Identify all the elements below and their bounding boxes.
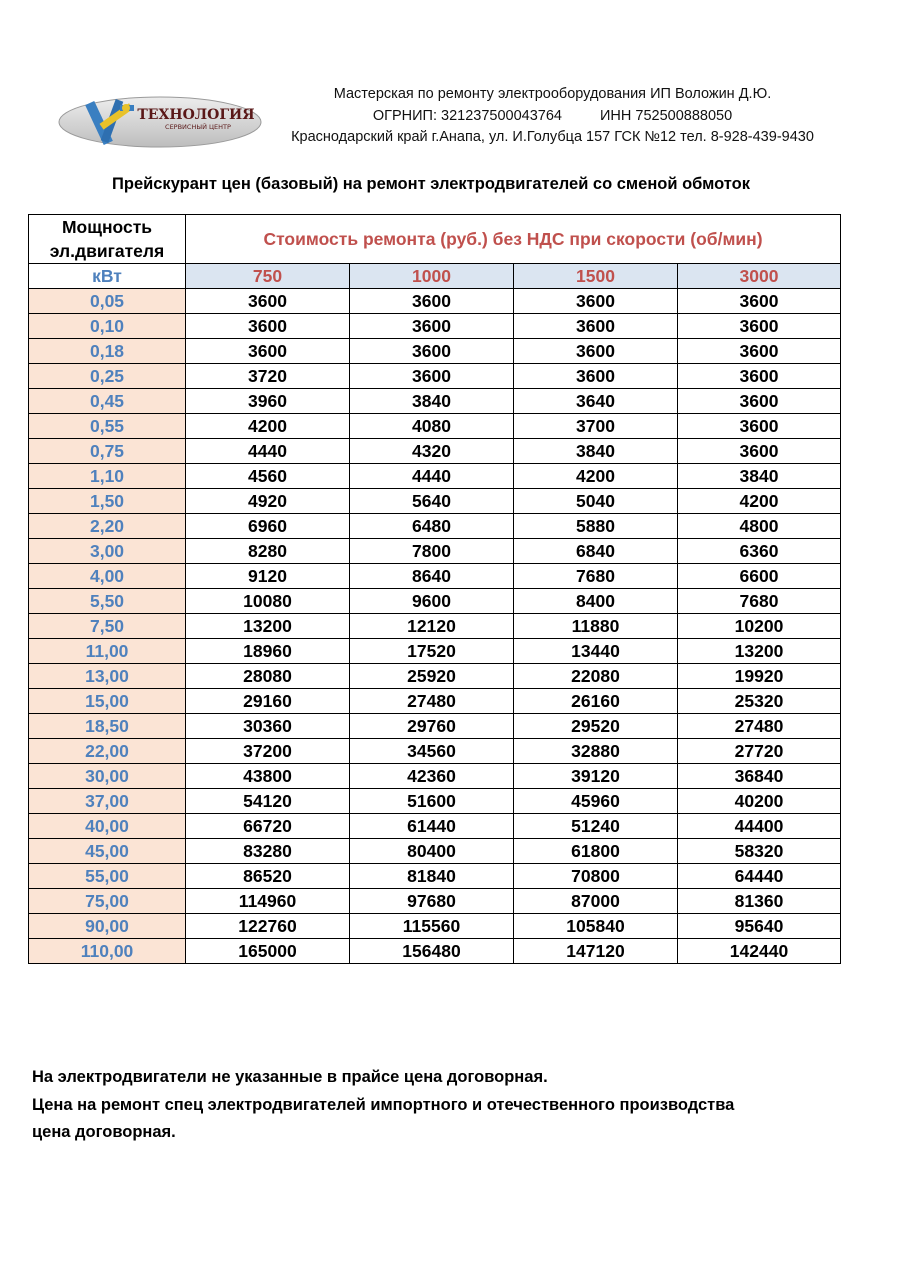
price-cell: 10080 [186,589,350,614]
note-line-3: цена договорная. [32,1123,176,1141]
price-cell: 80400 [350,839,514,864]
power-cell: 7,50 [29,614,186,639]
table-row [29,764,841,789]
price-cell: 8400 [514,589,678,614]
table-row [29,639,841,664]
table-row [29,889,841,914]
price-cell: 3600 [678,439,841,464]
table-row [29,939,841,964]
price-cell: 64440 [678,864,841,889]
price-cell: 4920 [186,489,350,514]
table-row [29,589,841,614]
price-cell: 4080 [350,414,514,439]
power-cell: 1,10 [29,464,186,489]
table-row [29,564,841,589]
price-cell: 29520 [514,714,678,739]
company-info [270,84,835,149]
price-cell: 10200 [678,614,841,639]
price-cell: 3960 [186,389,350,414]
power-cell: 75,00 [29,889,186,914]
power-cell: 0,75 [29,439,186,464]
table-row [29,739,841,764]
power-header [29,215,186,264]
price-cell: 3600 [186,289,350,314]
table-row [29,914,841,939]
price-cell: 6960 [186,514,350,539]
price-cell: 13440 [514,639,678,664]
price-cell: 105840 [514,914,678,939]
power-header-line1: Мощность [61,217,153,237]
table-header-row [29,215,841,264]
price-cell: 7680 [514,564,678,589]
price-cell: 29160 [186,689,350,714]
table-row [29,864,841,889]
price-cell: 97680 [350,889,514,914]
price-cell: 4560 [186,464,350,489]
power-header-line2: эл.двигателя [49,241,165,261]
price-cell: 9600 [350,589,514,614]
price-cell: 3600 [514,364,678,389]
price-cell: 61800 [514,839,678,864]
price-cell: 51600 [350,789,514,814]
price-cell: 22080 [514,664,678,689]
price-cell: 6480 [350,514,514,539]
price-cell: 3600 [678,314,841,339]
price-cell: 86520 [186,864,350,889]
table-row [29,539,841,564]
power-cell: 5,50 [29,589,186,614]
price-cell: 3840 [678,464,841,489]
registration-line [270,106,835,128]
table-row [29,789,841,814]
power-cell: 18,50 [29,714,186,739]
price-cell: 3600 [186,314,350,339]
price-cell: 4200 [514,464,678,489]
speed-1500: 1500 [514,264,678,289]
price-cell: 156480 [350,939,514,964]
table-row [29,339,841,364]
price-cell: 44400 [678,814,841,839]
price-cell: 18960 [186,639,350,664]
table-row [29,364,841,389]
table-row [29,814,841,839]
table-row [29,839,841,864]
company-name-line: Мастерская по ремонту электрооборудования ИП Воложин Д.Ю. [333,86,772,102]
power-cell: 22,00 [29,739,186,764]
table-row [29,614,841,639]
price-cell: 19920 [678,664,841,689]
note-line-1: На электродвигатели не указанные в прайсе цена договорная. [32,1068,548,1086]
table-row [29,489,841,514]
table-row [29,289,841,314]
price-cell: 3600 [186,339,350,364]
price-cell: 81840 [350,864,514,889]
price-cell: 4200 [186,414,350,439]
power-cell: 0,45 [29,389,186,414]
document-title: Прейскурант цен (базовый) на ремонт электродвигателей со сменой обмоток [112,175,750,193]
price-cell: 28080 [186,664,350,689]
price-cell: 4800 [678,514,841,539]
power-cell: 0,18 [29,339,186,364]
power-cell: 55,00 [29,864,186,889]
price-cell: 95640 [678,914,841,939]
price-cell: 70800 [514,864,678,889]
table-row [29,389,841,414]
power-cell: 3,00 [29,539,186,564]
price-cell: 6360 [678,539,841,564]
table-row [29,439,841,464]
power-cell: 2,20 [29,514,186,539]
price-cell: 142440 [678,939,841,964]
price-cell: 29760 [350,714,514,739]
price-cell: 4320 [350,439,514,464]
company-logo [58,95,263,149]
price-cell: 13200 [678,639,841,664]
price-cell: 114960 [186,889,350,914]
price-cell: 3600 [678,364,841,389]
price-cell: 27480 [350,689,514,714]
power-cell: 4,00 [29,564,186,589]
price-cell: 32880 [514,739,678,764]
price-cell: 3600 [678,339,841,364]
price-cell: 3600 [678,289,841,314]
price-cell: 3600 [678,389,841,414]
price-cell: 17520 [350,639,514,664]
price-cell: 12120 [350,614,514,639]
price-cell: 25320 [678,689,841,714]
price-cell: 3700 [514,414,678,439]
price-cell: 3600 [350,289,514,314]
price-cell: 3840 [350,389,514,414]
price-cell: 43800 [186,764,350,789]
cost-header: Стоимость ремонта (руб.) без НДС при скорости (об/мин) [186,215,841,264]
price-cell: 26160 [514,689,678,714]
price-cell: 61440 [350,814,514,839]
power-cell: 0,10 [29,314,186,339]
price-cell: 51240 [514,814,678,839]
table-row [29,414,841,439]
speed-row [29,264,841,289]
price-cell: 83280 [186,839,350,864]
price-cell: 115560 [350,914,514,939]
power-cell: 30,00 [29,764,186,789]
price-cell: 54120 [186,789,350,814]
price-cell: 58320 [678,839,841,864]
price-cell: 3600 [350,314,514,339]
price-cell: 27480 [678,714,841,739]
price-cell: 5640 [350,489,514,514]
price-cell: 66720 [186,814,350,839]
power-cell: 110,00 [29,939,186,964]
price-cell: 147120 [514,939,678,964]
price-cell: 9120 [186,564,350,589]
price-cell: 5880 [514,514,678,539]
table-row [29,714,841,739]
power-cell: 1,50 [29,489,186,514]
price-cell: 3600 [350,364,514,389]
table-row [29,514,841,539]
price-cell: 3600 [678,414,841,439]
price-cell: 45960 [514,789,678,814]
price-cell: 3600 [514,339,678,364]
price-cell: 4440 [350,464,514,489]
price-cell: 5040 [514,489,678,514]
logo-subtitle: СЕРВИСНЫЙ ЦЕНТР [165,123,231,131]
price-cell: 4440 [186,439,350,464]
table-row [29,689,841,714]
price-cell: 11880 [514,614,678,639]
price-cell: 3600 [514,289,678,314]
price-cell: 6840 [514,539,678,564]
power-cell: 0,25 [29,364,186,389]
table-row [29,664,841,689]
price-cell: 36840 [678,764,841,789]
logo-name: ТЕХНОЛОГИЯ [137,107,255,123]
table-row [29,314,841,339]
price-table [28,214,841,964]
address-line: Краснодарский край г.Анапа, ул. И.Голубца 157 ГСК №12 тел. 8-928-439-9430 [291,129,814,145]
unit-cell: кВт [29,264,186,289]
notes [32,1064,872,1147]
price-cell: 39120 [514,764,678,789]
inn: ИНН 752500888050 [599,107,733,124]
speed-3000: 3000 [678,264,841,289]
price-cell: 7800 [350,539,514,564]
ogrnip: ОГРНИП: 321237500043764 [372,107,562,124]
price-cell: 3840 [514,439,678,464]
price-cell: 3600 [514,314,678,339]
price-cell: 42360 [350,764,514,789]
power-cell: 0,55 [29,414,186,439]
power-cell: 90,00 [29,914,186,939]
price-cell: 4200 [678,489,841,514]
power-cell: 15,00 [29,689,186,714]
power-cell: 45,00 [29,839,186,864]
price-cell: 37200 [186,739,350,764]
price-cell: 8640 [350,564,514,589]
logo-graphic [58,95,263,149]
note-line-2: Цена на ремонт спец электродвигателей импортного и отечественного производства [32,1095,735,1114]
price-cell: 40200 [678,789,841,814]
price-cell: 122760 [186,914,350,939]
price-cell: 3600 [350,339,514,364]
table-row [29,464,841,489]
price-cell: 8280 [186,539,350,564]
price-cell: 6600 [678,564,841,589]
price-cell: 13200 [186,614,350,639]
power-cell: 11,00 [29,639,186,664]
price-cell: 30360 [186,714,350,739]
price-cell: 81360 [678,889,841,914]
power-cell: 40,00 [29,814,186,839]
price-cell: 87000 [514,889,678,914]
price-cell: 165000 [186,939,350,964]
speed-1000: 1000 [350,264,514,289]
speed-750: 750 [186,264,350,289]
price-cell: 27720 [678,739,841,764]
power-cell: 13,00 [29,664,186,689]
price-cell: 25920 [350,664,514,689]
price-cell: 7680 [678,589,841,614]
power-cell: 37,00 [29,789,186,814]
power-cell: 0,05 [29,289,186,314]
price-cell: 34560 [350,739,514,764]
price-cell: 3640 [514,389,678,414]
price-cell: 3720 [186,364,350,389]
